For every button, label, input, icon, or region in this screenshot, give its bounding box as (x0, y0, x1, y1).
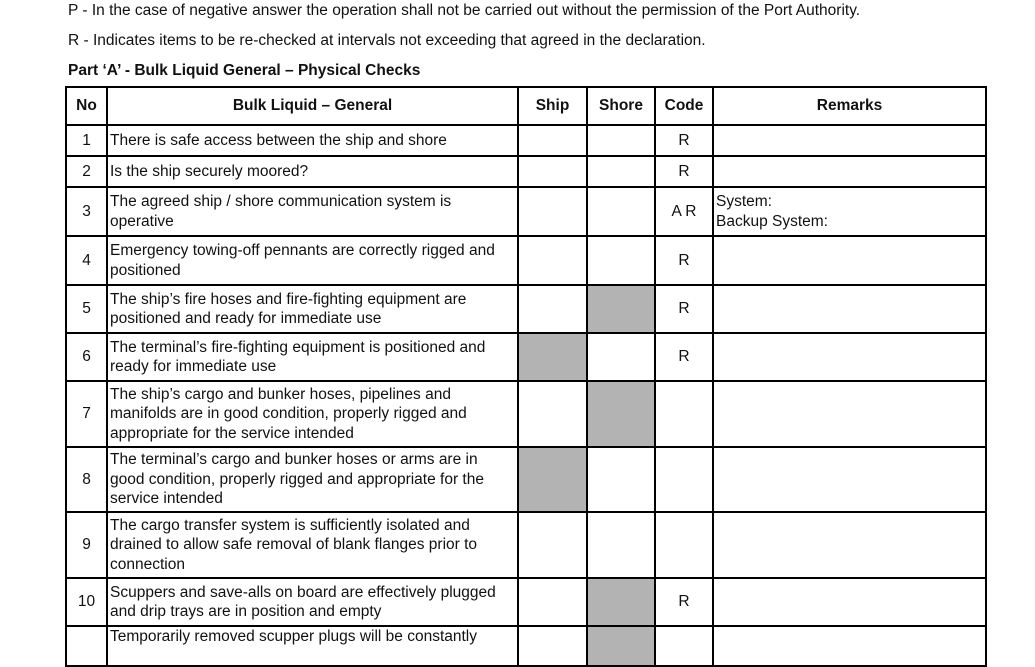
description-line: appropriate for the service intended (110, 424, 354, 442)
header-ship: Ship (518, 87, 587, 125)
row-description (107, 578, 518, 626)
description-line: The ship’s fire hoses and fire-fighting equipment are (110, 290, 467, 308)
table-header-row (66, 87, 986, 125)
ship-cell[interactable] (518, 512, 587, 578)
shore-cell[interactable] (587, 187, 655, 236)
row-description (107, 381, 518, 447)
table-row (66, 156, 986, 187)
shore-cell[interactable] (587, 125, 655, 156)
code-cell (655, 381, 713, 447)
description-line: The terminal’s cargo and bunker hoses or arms are in (110, 451, 478, 469)
description-line: operative (110, 212, 174, 230)
description-line: The ship’s cargo and bunker hoses, pipelines and (110, 385, 451, 403)
code-cell: R (655, 236, 713, 285)
table-row (66, 578, 986, 626)
row-description (107, 333, 518, 381)
code-cell (655, 512, 713, 578)
row-number: 8 (66, 447, 107, 512)
row-description (107, 156, 518, 187)
header-remarks: Remarks (713, 87, 986, 125)
table-row (66, 512, 986, 578)
shore-cell[interactable] (587, 512, 655, 578)
header-shore: Shore (587, 87, 655, 125)
remarks-cell[interactable] (713, 626, 986, 666)
table-row (66, 236, 986, 285)
description-line: and drip trays are in position and empty (110, 603, 382, 620)
remarks-cell[interactable] (713, 236, 986, 285)
row-number: 4 (66, 236, 107, 285)
description-line: There is safe access between the ship and shore (110, 131, 447, 149)
header-no: No (66, 87, 107, 125)
checklist-table (65, 86, 987, 667)
description-line: The terminal’s fire-fighting equipment is positioned and (110, 338, 486, 356)
shore-cell-shaded (587, 626, 655, 666)
row-description (107, 626, 518, 666)
description-line: connection (110, 555, 185, 573)
code-cell (655, 447, 713, 512)
row-number: 2 (66, 156, 107, 187)
shore-cell-shaded (587, 285, 655, 333)
note-p: P - In the case of negative answer the operation shall not be carried out without the permission of the Port Authority. (68, 2, 861, 19)
part-title: Part ‘A’ - Bulk Liquid General – Physical Checks (68, 62, 421, 79)
remarks-cell[interactable] (713, 512, 986, 578)
ship-cell[interactable] (518, 125, 587, 156)
ship-cell-shaded (518, 333, 587, 381)
row-number: 9 (66, 512, 107, 578)
description-line: ready for immediate use (110, 358, 277, 375)
shore-cell[interactable] (587, 333, 655, 381)
code-cell: R (655, 125, 713, 156)
row-description (107, 512, 518, 578)
shore-cell-shaded (587, 381, 655, 447)
row-description (107, 187, 518, 236)
description-line: The cargo transfer system is sufficiently isolated and (110, 516, 470, 534)
row-number: 3 (66, 187, 107, 236)
description-line: The agreed ship / shore communication system is (110, 193, 452, 210)
description-line: positioned and ready for immediate use (110, 310, 382, 327)
table-row (66, 447, 986, 512)
shore-cell-shaded (587, 578, 655, 626)
row-number: 6 (66, 333, 107, 381)
row-description (107, 285, 518, 333)
row-description (107, 125, 518, 156)
code-cell: R (655, 578, 713, 626)
remarks-cell[interactable] (713, 187, 986, 236)
remarks-cell[interactable] (713, 381, 986, 447)
ship-cell[interactable] (518, 236, 587, 285)
row-number: 7 (66, 381, 107, 447)
ship-cell[interactable] (518, 381, 587, 447)
code-cell: R (655, 156, 713, 187)
description-line: Emergency towing-off pennants are correctly rigged and (110, 242, 495, 259)
row-number (66, 626, 107, 666)
ship-cell-shaded (518, 447, 587, 512)
remarks-cell[interactable] (713, 447, 986, 512)
description-line: drained to allow safe removal of blank flanges prior to (110, 536, 478, 554)
description-line: Is the ship securely moored? (110, 162, 309, 180)
remarks-cell[interactable] (713, 125, 986, 156)
code-cell: R (655, 333, 713, 381)
ship-cell[interactable] (518, 285, 587, 333)
row-number: 5 (66, 285, 107, 333)
description-line: Temporarily removed scupper plugs will be constantly (110, 628, 477, 645)
ship-cell[interactable] (518, 156, 587, 187)
remarks-cell[interactable] (713, 285, 986, 333)
table-row (66, 125, 986, 156)
description-line: good condition, properly rigged and appropriate for the (110, 470, 484, 488)
code-cell (655, 626, 713, 666)
header-item: Bulk Liquid – General (107, 87, 518, 125)
note-r: R - Indicates items to be re-checked at intervals not exceeding that agreed in the declaration. (68, 32, 706, 49)
table-row (66, 626, 986, 666)
row-number: 1 (66, 125, 107, 156)
shore-cell[interactable] (587, 236, 655, 285)
header-code: Code (655, 87, 713, 125)
row-description (107, 236, 518, 285)
table-row (66, 381, 986, 447)
remarks-cell[interactable] (713, 333, 986, 381)
ship-cell[interactable] (518, 626, 587, 666)
shore-cell[interactable] (587, 447, 655, 512)
code-cell: R (655, 285, 713, 333)
remark-line: Backup System: (716, 212, 828, 230)
remarks-cell[interactable] (713, 578, 986, 626)
ship-cell[interactable] (518, 578, 587, 626)
table-row (66, 333, 986, 381)
remarks-cell[interactable] (713, 156, 986, 187)
table-row (66, 285, 986, 333)
description-line: Scuppers and save-alls on board are effectively plugged (110, 583, 496, 601)
remark-line: System: (716, 193, 772, 210)
row-number: 10 (66, 578, 107, 626)
table-row (66, 187, 986, 236)
row-description (107, 447, 518, 512)
description-line: manifolds are in good condition, properly rigged and (110, 405, 467, 423)
code-cell: A R (655, 187, 713, 236)
shore-cell[interactable] (587, 156, 655, 187)
description-line: positioned (110, 261, 181, 279)
ship-cell[interactable] (518, 187, 587, 236)
description-line: service intended (110, 490, 223, 508)
